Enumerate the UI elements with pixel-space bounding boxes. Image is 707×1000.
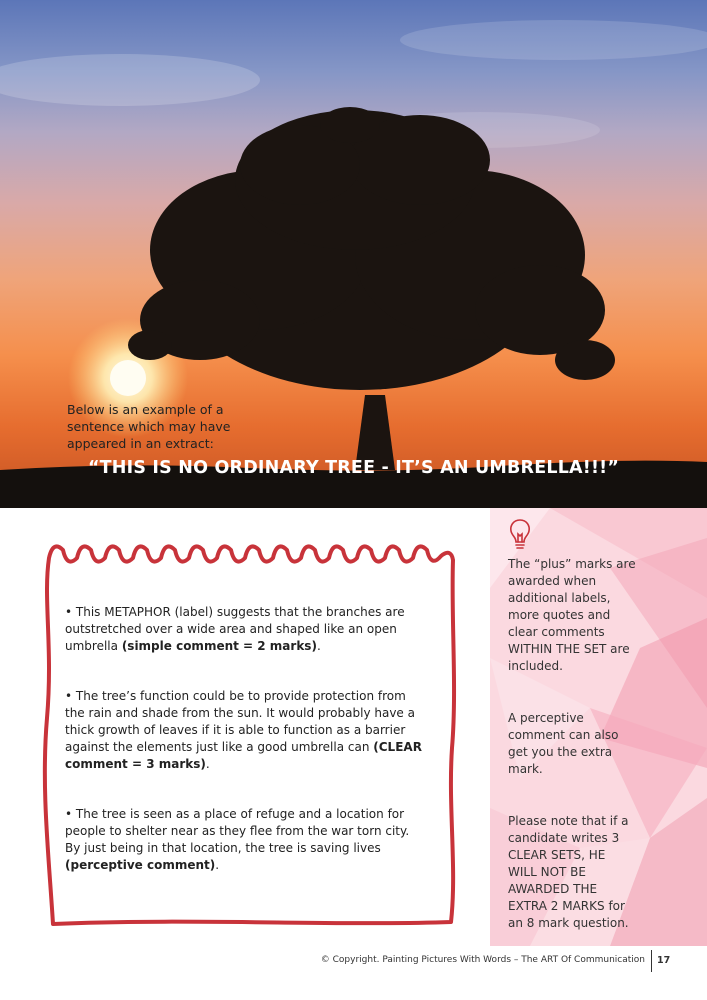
example-quote: “THIS IS NO ORDINARY TREE - IT’S AN UMBRELLA!!!” [87, 458, 620, 478]
tip-clear-sets: Please note that if a candidate writes 3 CLEAR SETS, HE WILL NOT BE AWARDED THE EXTRA 2 MARKS for an 8 mark question. [508, 814, 629, 930]
notepad-card [37, 538, 461, 928]
note-paragraph-3: • The tree is seen as a place of refuge and a location for people to shelter near as they flee from the war torn city. By just being in that location, the tree is saving lives (perceptive comment). [65, 807, 410, 872]
note-paragraph-1: • This METAPHOR (label) suggests that the branches are outstretched over a wide area and shaped like an open umbrella (simple comment = 2 marks). [65, 605, 405, 653]
intro-text: Below is an example of a sentence which may have appeared in an extract: [67, 402, 231, 451]
tip-plus-marks: The “plus” marks are awarded when additional labels, more quotes and clear comments WITHIN THE SET are included. [508, 557, 636, 673]
footer-copyright: © Copyright. Painting Pictures With Words – The ART Of Communication [320, 955, 645, 965]
page-number: 17 [657, 955, 671, 966]
lightbulb-icon [507, 518, 533, 550]
notes-body [65, 604, 427, 907]
note-paragraph-2: • The tree’s function could be to provide protection from the rain and shade from the sun. It would probably have a thick growth of leaves if it is able to function as a barrier against the elements just like a good umbrella can (CLEAR comment = 3 marks). [65, 689, 422, 771]
footer-divider [651, 950, 652, 972]
tips-sidebar [490, 508, 707, 946]
tip-perceptive-comment: A perceptive comment can also get you the extra mark. [508, 711, 619, 776]
